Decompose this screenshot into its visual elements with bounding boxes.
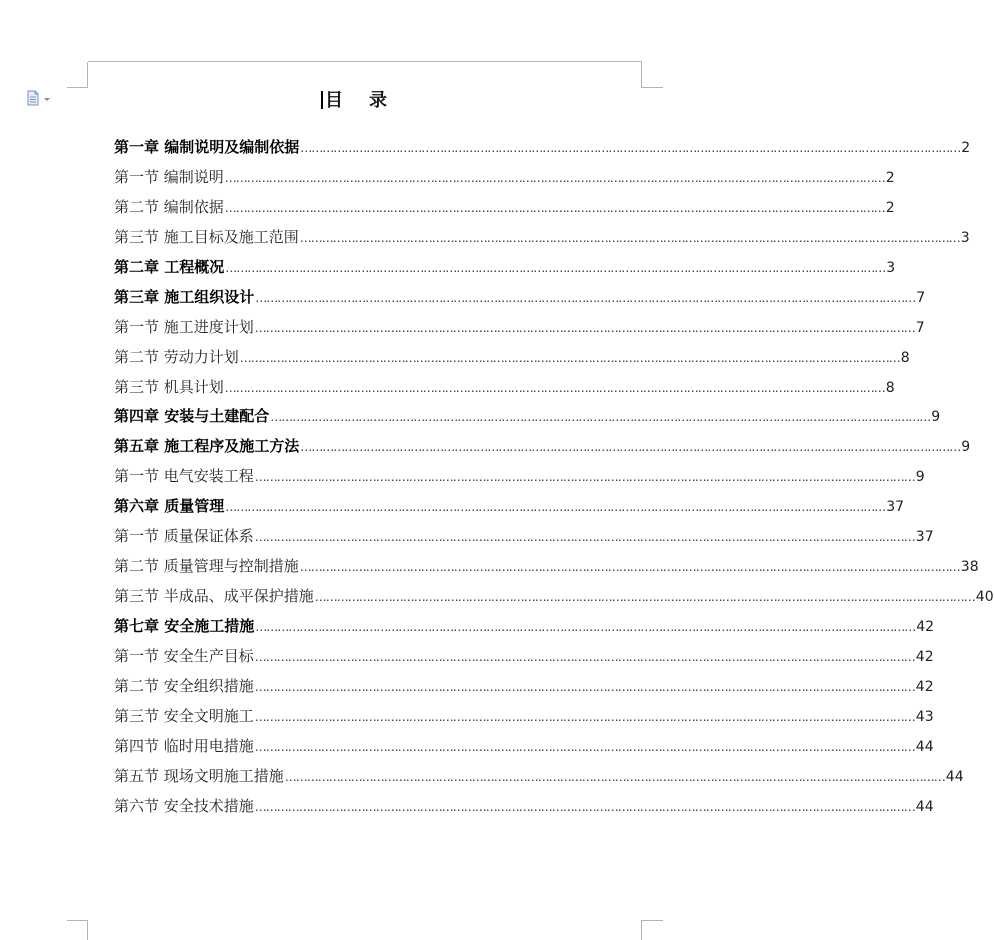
toc-chapter-entry[interactable] — [114, 136, 971, 166]
toc-entry-label: 第二节 劳动力计划 — [114, 347, 239, 366]
toc-entry-label: 第四章 安装与土建配合 — [114, 407, 270, 426]
toc-page-number: 38 — [960, 559, 979, 576]
toc-entry-label: 第一章 编制说明及编制依据 — [114, 138, 300, 156]
toc-page-number: 9 — [931, 409, 941, 426]
toc-page-number: 44 — [915, 738, 934, 755]
page-top-edge — [88, 61, 642, 62]
toc-entry-label: 第一节 施工进度计划 — [114, 317, 254, 336]
toc-page-number: 2 — [885, 199, 895, 216]
toc-chapter-entry[interactable] — [114, 495, 905, 525]
toc-section-entry[interactable] — [114, 765, 964, 795]
title-char-1: 目 — [325, 90, 343, 111]
toc-section-entry[interactable] — [114, 376, 895, 406]
toc-page-number: 8 — [900, 349, 910, 366]
toc-page-number: 2 — [961, 140, 971, 156]
toc-dot-leader: ……………………………………………………………………………………………………………………………………………………………… — [239, 350, 900, 365]
title-char-2: 录 — [369, 90, 387, 111]
crop-mark-bottom-right-v — [641, 920, 642, 940]
toc-page-number: 44 — [945, 768, 964, 785]
toc-entry-label: 第二节 质量管理与控制措施 — [114, 557, 299, 576]
toc-dot-leader: ……………………………………………………………………………………………………………………………………………………………… — [300, 440, 961, 455]
toc-page-number: 43 — [915, 708, 934, 725]
toc-section-entry[interactable] — [114, 645, 934, 675]
toc-entry-label: 第七章 安全施工措施 — [114, 617, 255, 635]
toc-page-number: 9 — [961, 439, 971, 456]
toc-section-entry[interactable] — [114, 166, 895, 196]
toc-page-number: 7 — [916, 289, 926, 306]
toc-dot-leader: ……………………………………………………………………………………………………………………………………………………………… — [254, 649, 915, 664]
toc-dot-leader: ……………………………………………………………………………………………………………………………………………………………… — [255, 620, 916, 634]
toc-page-number: 37 — [886, 499, 905, 516]
toc-page-number: 7 — [915, 319, 925, 336]
toc-entry-label: 第六节 安全技术措施 — [114, 796, 254, 815]
toc-dot-leader: ……………………………………………………………………………………………………………………………………………………………… — [254, 470, 915, 485]
toc-section-entry[interactable] — [114, 675, 934, 705]
toc-entry-label: 第三节 半成品、成平保护措施 — [114, 587, 314, 606]
toc-entry-label: 第一节 安全生产目标 — [114, 646, 254, 665]
toc-entry-label: 第五节 现场文明施工措施 — [114, 766, 284, 785]
toc-dot-leader: ……………………………………………………………………………………………………………………………………………………………… — [255, 290, 916, 305]
toc-section-entry[interactable] — [114, 465, 925, 495]
toc-dot-leader: ……………………………………………………………………………………………………………………………………………………………… — [299, 230, 960, 245]
toc-dot-leader: ……………………………………………………………………………………………………………………………………………………………… — [270, 410, 931, 425]
toc-dot-leader: ……………………………………………………………………………………………………………………………………………………………… — [224, 200, 885, 215]
toc-chapter-entry[interactable] — [114, 615, 935, 645]
toc-section-entry[interactable] — [114, 226, 970, 256]
toc-page-number: 3 — [960, 229, 970, 246]
toc-section-entry[interactable] — [114, 346, 910, 376]
toc-dot-leader: ……………………………………………………………………………………………………………………………………………………………… — [254, 679, 915, 694]
crop-mark-bottom-left-v — [87, 920, 88, 940]
toc-entry-label: 第三节 安全文明施工 — [114, 706, 254, 725]
toc-page-number: 42 — [916, 619, 935, 635]
toc-dot-leader: ……………………………………………………………………………………………………………………………………………………………… — [254, 320, 915, 335]
toc-dot-leader: ……………………………………………………………………………………………………………………………………………………………… — [254, 530, 915, 545]
toc-section-entry[interactable] — [114, 316, 925, 346]
toc-dot-leader: ……………………………………………………………………………………………………………………………………………………………… — [225, 500, 886, 515]
crop-mark-bottom-left-h — [67, 920, 88, 921]
toc-entry-label: 第二节 安全组织措施 — [114, 676, 254, 695]
text-cursor — [321, 91, 323, 109]
toc-page-number: 42 — [915, 648, 934, 665]
toc-page-number: 42 — [915, 678, 934, 695]
toc-dot-leader: ……………………………………………………………………………………………………………………………………………………………… — [299, 560, 960, 575]
toc-chapter-entry[interactable] — [114, 435, 971, 465]
toc-chapter-entry[interactable] — [114, 405, 941, 435]
page-title — [0, 86, 708, 112]
toc-dot-leader: ……………………………………………………………………………………………………………………………………………………………… — [254, 739, 915, 754]
toc-entry-label: 第一节 质量保证体系 — [114, 527, 254, 546]
toc-entry-label: 第一节 电气安装工程 — [114, 467, 254, 486]
toc-section-entry[interactable] — [114, 525, 934, 555]
toc-page-number: 2 — [885, 169, 895, 186]
crop-mark-bottom-right-h — [641, 920, 663, 921]
toc-entry-label: 第二章 工程概况 — [114, 257, 225, 276]
toc-dot-leader: ……………………………………………………………………………………………………………………………………………………………… — [224, 380, 885, 395]
toc-section-entry[interactable] — [114, 795, 934, 825]
toc-entry-label: 第二节 编制依据 — [114, 197, 224, 216]
toc-entry-label: 第三章 施工组织设计 — [114, 287, 255, 306]
toc-dot-leader: ……………………………………………………………………………………………………………………………………………………………… — [254, 709, 915, 724]
crop-mark-top-right-v — [641, 62, 642, 88]
toc-section-entry[interactable] — [114, 196, 895, 226]
crop-mark-top-left-v — [87, 62, 88, 88]
toc-chapter-entry[interactable] — [114, 286, 926, 316]
toc-entry-label: 第三节 施工目标及施工范围 — [114, 227, 299, 246]
toc-dot-leader: ……………………………………………………………………………………………………………………………………………………………… — [225, 260, 886, 275]
toc-entry-label: 第四节 临时用电措施 — [114, 736, 254, 755]
toc-dot-leader: ……………………………………………………………………………………………………………………………………………………………… — [224, 170, 885, 185]
toc-chapter-entry[interactable] — [114, 256, 896, 286]
toc-entry-label: 第一节 编制说明 — [114, 167, 224, 186]
toc-page-number: 37 — [915, 529, 934, 546]
toc-page-number: 3 — [886, 259, 896, 276]
toc-entry-label: 第六章 质量管理 — [114, 497, 225, 516]
toc-page-number: 44 — [915, 798, 934, 815]
toc-page-number: 8 — [885, 379, 895, 396]
toc-section-entry[interactable] — [114, 555, 979, 585]
toc-dot-leader: ……………………………………………………………………………………………………………………………………………………………… — [314, 590, 975, 605]
toc-entry-label: 第三节 机具计划 — [114, 377, 224, 396]
toc-section-entry[interactable] — [114, 705, 934, 735]
toc-page-number: 40 — [975, 589, 994, 606]
toc-page-number: 9 — [915, 469, 925, 486]
toc-section-entry[interactable] — [114, 735, 934, 765]
toc-entry-label: 第五章 施工程序及施工方法 — [114, 437, 300, 456]
table-of-contents — [114, 136, 994, 825]
toc-dot-leader: ……………………………………………………………………………………………………………………………………………………………… — [300, 141, 961, 155]
toc-dot-leader: ……………………………………………………………………………………………………………………………………………………………… — [254, 799, 915, 814]
toc-dot-leader: ……………………………………………………………………………………………………………………………………………………………… — [284, 769, 945, 784]
toc-section-entry[interactable] — [114, 585, 994, 615]
